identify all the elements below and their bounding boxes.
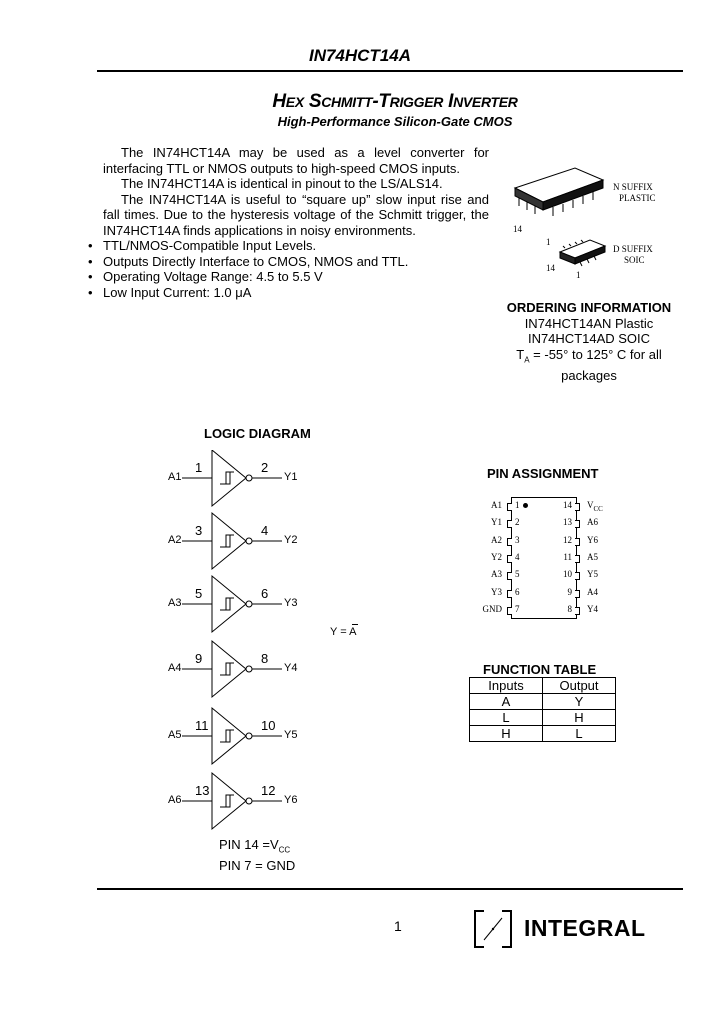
page-subtitle: High-Performance Silicon-Gate CMOS <box>277 114 513 129</box>
gate-output-pin: 12 <box>261 783 276 798</box>
pin-stub <box>575 503 580 511</box>
dip-pin1-label: 1 <box>546 237 551 247</box>
gate-output-label: Y2 <box>284 534 298 546</box>
pin-right-name: $V_{CC}$ <box>587 500 603 513</box>
ordering-heading: ORDERING INFORMATION <box>506 300 672 315</box>
gate-input-label: A6 <box>168 794 182 806</box>
schmitt-inverter-gate <box>182 450 282 506</box>
footer-rule <box>97 888 683 890</box>
d-suffix-label: D SUFFIX <box>613 244 653 254</box>
header-rule <box>97 70 683 72</box>
inverter-bubble <box>246 798 252 804</box>
table-row <box>470 726 616 742</box>
pin-stub <box>575 607 580 615</box>
header-part-number: IN74HCT14A <box>308 46 412 65</box>
gate-output-pin: 4 <box>261 523 269 538</box>
ordering-line: IN74HCT14AN Plastic <box>524 315 654 331</box>
pin-left-name: Y3 <box>491 586 502 597</box>
inverter-triangle <box>212 576 246 632</box>
pin7-note: PIN 7 = GND <box>219 857 296 873</box>
pin-stub <box>575 538 580 546</box>
inverter-triangle <box>212 450 246 506</box>
feature-item: • Outputs Directly Interface to CMOS, NMOS and TTL. <box>103 254 489 270</box>
gate-output-label: Y4 <box>284 662 298 674</box>
inverter-bubble <box>246 666 252 672</box>
logic-diagram-heading: LOGIC DIAGRAM <box>204 426 311 441</box>
table-cell: L <box>470 710 543 726</box>
pin-stub <box>575 590 580 598</box>
pin-stub <box>507 590 512 598</box>
ordering-information <box>488 300 690 383</box>
inverter-bubble <box>246 733 252 739</box>
pin-stub <box>507 520 512 528</box>
gate-input-label: A3 <box>168 597 182 609</box>
pin-stub <box>507 572 512 580</box>
soic-pin14-label: 14 <box>546 263 555 273</box>
table-row <box>470 678 616 694</box>
pin-right-name: Y4 <box>587 603 598 614</box>
pin-left-number: 4 <box>515 551 520 562</box>
dip-pin14-label: 14 <box>513 224 522 234</box>
pin-left-name: Y2 <box>491 551 502 562</box>
pin-left-number: 3 <box>515 534 520 545</box>
inverter-bubble <box>246 475 252 481</box>
gate-output-pin: 2 <box>261 460 269 475</box>
function-table <box>469 677 616 742</box>
pin-right-name: Y6 <box>587 534 598 545</box>
pin-right-number: 14 <box>563 500 572 510</box>
pin-left-name: A3 <box>491 569 502 580</box>
schmitt-inverter-gate <box>182 576 282 632</box>
pin-stub <box>575 572 580 580</box>
soic-pin1-label: 1 <box>576 270 581 280</box>
pin-right-name: Y5 <box>587 569 598 580</box>
table-cell: H <box>543 710 616 726</box>
pin-stub <box>507 503 512 511</box>
pin-left-name: A1 <box>491 500 502 510</box>
pin-left-name: GND <box>482 603 502 614</box>
logic-diagram <box>160 450 320 840</box>
ordering-line: packages <box>561 367 617 383</box>
feature-item: • Low Input Current: 1.0 μA <box>103 285 489 301</box>
brand-name: INTEGRAL <box>524 915 646 941</box>
gate-input-pin: 5 <box>195 586 203 601</box>
pin-right-number: 12 <box>563 534 572 545</box>
pin-left-number: 5 <box>515 569 520 580</box>
inverter-bubble <box>246 538 252 544</box>
logic-equation: Y = A <box>330 626 357 638</box>
gate-input-pin: 9 <box>195 651 203 666</box>
table-cell: A <box>470 694 543 710</box>
feature-item: • Operating Voltage Range: 4.5 to 5.5 V <box>103 269 489 285</box>
table-row <box>470 694 616 710</box>
table-header: Inputs <box>470 678 543 694</box>
page-number: 1 <box>394 918 402 934</box>
package-illustrations <box>505 160 615 280</box>
description <box>103 145 489 300</box>
logic-equation-overbar <box>352 624 358 625</box>
pin-stub <box>507 607 512 615</box>
gate-input-label: A4 <box>168 662 182 674</box>
pin-left-number: 1 <box>515 500 520 510</box>
ordering-line: IN74HCT14AD SOIC <box>527 331 651 346</box>
pin-right-name: A4 <box>587 586 598 597</box>
gate-input-label: A2 <box>168 534 182 546</box>
gate-input-label: A1 <box>168 471 182 483</box>
gate-input-pin: 13 <box>195 783 210 798</box>
description-paragraph: The IN74HCT14A is identical in pinout to the LS/ALS14. <box>121 176 443 191</box>
gate-input-pin: 3 <box>195 523 203 538</box>
gate-input-label: A5 <box>168 729 182 741</box>
schmitt-inverter-gate <box>182 708 282 764</box>
table-cell: L <box>543 726 616 742</box>
gate-output-label: Y5 <box>284 729 298 741</box>
ordering-temp: $T_A = -55^\circ$ to 125° C for all <box>516 346 662 365</box>
d-suffix-type: SOIC <box>624 255 645 265</box>
pin-right-number: 11 <box>563 551 572 562</box>
pin-left-number: 7 <box>515 603 520 614</box>
soic-package-icon <box>560 240 605 266</box>
n-suffix-label: N SUFFIX <box>613 182 653 192</box>
inverter-triangle <box>212 773 246 829</box>
gate-input-pin: 1 <box>195 460 203 475</box>
table-header: Output <box>543 678 616 694</box>
pin-left-number: 6 <box>515 586 520 597</box>
pin-stub <box>507 555 512 563</box>
table-row <box>470 710 616 726</box>
pin-right-number: 8 <box>567 603 572 614</box>
pin-right-name: A5 <box>587 551 598 562</box>
pin-right-number: 13 <box>563 517 572 528</box>
table-cell: Y <box>543 694 616 710</box>
gate-output-pin: 8 <box>261 651 269 666</box>
inverter-triangle <box>212 708 246 764</box>
gate-output-label: Y1 <box>284 471 298 483</box>
gate-output-pin: 10 <box>261 718 276 733</box>
pin-stub <box>575 555 580 563</box>
schmitt-inverter-gate <box>182 773 282 829</box>
integral-logo-icon <box>472 908 514 950</box>
pin14-note: PIN $14 =V_{CC}$ <box>219 837 291 855</box>
power-pins-note <box>219 837 295 873</box>
function-table-heading: FUNCTION TABLE <box>483 662 597 677</box>
gate-input-pin: 11 <box>195 718 209 733</box>
inverter-triangle <box>212 641 246 697</box>
pin-stub <box>507 538 512 546</box>
description-paragraph: The IN74HCT14A may be used as a level converter for interfacing TTL or NMOS outputs to high-speed CMOS inputs. <box>103 145 489 176</box>
inverter-bubble <box>246 601 252 607</box>
pin-left-name: Y1 <box>491 517 502 528</box>
pin-left-number: 2 <box>515 517 520 528</box>
schmitt-inverter-gate <box>182 641 282 697</box>
gate-output-pin: 6 <box>261 586 269 601</box>
dip-package-icon <box>515 168 603 216</box>
pin1-marker <box>523 503 528 508</box>
pin-assignment-heading: PIN ASSIGNMENT <box>487 466 599 481</box>
description-paragraph: The IN74HCT14A is useful to “square up” slow input rise and fall times. Due to the hysteresis voltage of the Schmitt trigger, the IN74HCT14A finds applications in noisy environments. <box>103 191 489 238</box>
schmitt-inverter-gate <box>182 513 282 569</box>
pin-right-name: A6 <box>587 517 598 528</box>
pin-right-number: 9 <box>567 586 572 597</box>
pin-stub <box>575 520 580 528</box>
inverter-triangle <box>212 513 246 569</box>
gate-output-label: Y3 <box>284 597 298 609</box>
page-title: HEX SCHMITT-TRIGGER INVERTER <box>272 91 518 112</box>
n-suffix-type: PLASTIC <box>619 193 656 203</box>
feature-item: • TTL/NMOS-Compatible Input Levels. <box>103 238 489 254</box>
pin-right-number: 10 <box>563 569 572 580</box>
gate-output-label: Y6 <box>284 794 298 806</box>
table-cell: H <box>470 726 543 742</box>
pin-left-name: A2 <box>491 534 502 545</box>
feature-list <box>103 238 489 300</box>
